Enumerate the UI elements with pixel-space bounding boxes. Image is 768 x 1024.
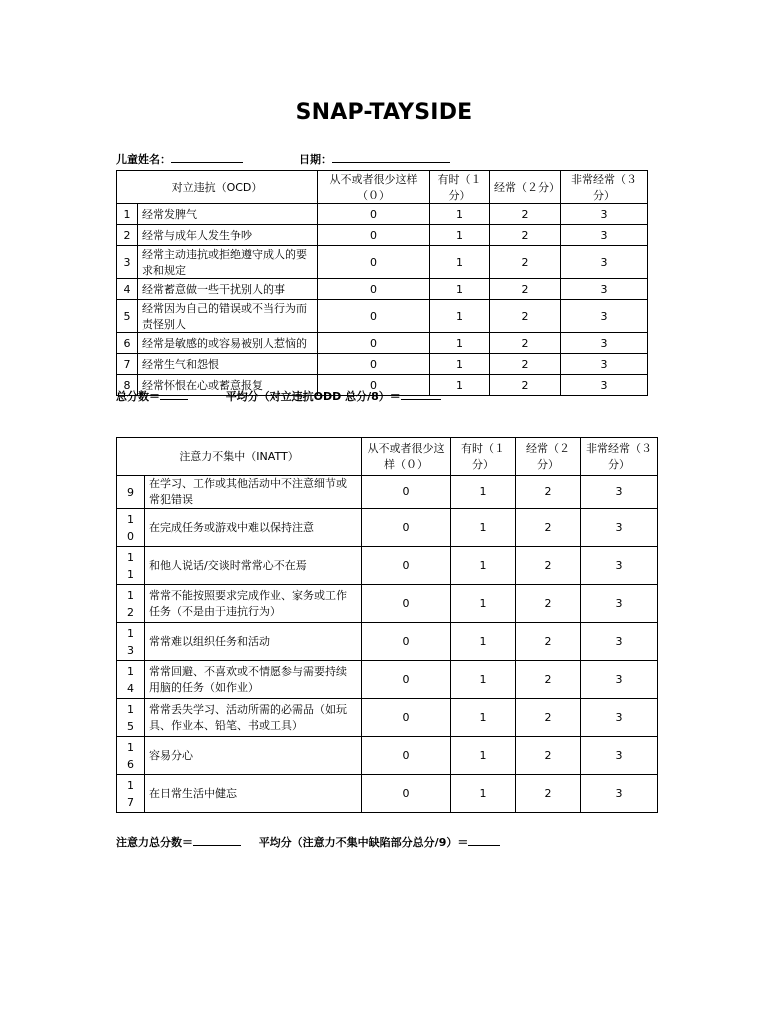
score-option[interactable]: 3: [561, 333, 648, 354]
item-number: 8: [117, 375, 138, 396]
inatt-header-row: [117, 438, 658, 476]
score-option[interactable]: 1: [451, 585, 516, 623]
score-option[interactable]: 2: [516, 661, 581, 699]
item-number-digit: 3: [127, 643, 134, 657]
item-text: 常常丢失学习、活动所需的必需品（如玩具、作业本、铅笔、书或工具）: [145, 699, 362, 737]
score-option[interactable]: 1: [430, 354, 490, 375]
item-number-digit: 1: [127, 588, 134, 602]
score-option[interactable]: 2: [490, 375, 561, 396]
date-blank[interactable]: [332, 150, 450, 163]
score-option[interactable]: 0: [362, 509, 451, 547]
odd-item-row: [117, 354, 648, 375]
score-option[interactable]: 1: [451, 775, 516, 813]
score-option[interactable]: 2: [516, 585, 581, 623]
inatt-header-often: 经常（２分）: [516, 438, 581, 476]
score-option[interactable]: 0: [362, 775, 451, 813]
item-number-digit: 2: [127, 605, 134, 619]
item-number-digit: 1: [127, 550, 134, 564]
score-option[interactable]: 2: [516, 623, 581, 661]
score-option[interactable]: 2: [490, 246, 561, 279]
date-field: [299, 150, 450, 167]
inatt-total-label: 注意力总分数＝: [116, 836, 193, 849]
score-option[interactable]: 1: [430, 333, 490, 354]
item-number: 3: [117, 246, 138, 279]
score-option[interactable]: 3: [581, 623, 658, 661]
item-number-digit: 4: [127, 681, 134, 695]
item-number: 2: [117, 225, 138, 246]
score-option[interactable]: 1: [430, 300, 490, 333]
score-option[interactable]: 1: [430, 246, 490, 279]
item-number-digit: 1: [127, 664, 134, 678]
score-option[interactable]: 0: [362, 699, 451, 737]
score-option[interactable]: 1: [451, 661, 516, 699]
item-text: 常常难以组织任务和活动: [145, 623, 362, 661]
score-option[interactable]: 0: [362, 661, 451, 699]
score-option[interactable]: 3: [561, 375, 648, 396]
inatt-header-category: 注意力不集中（INATT）: [117, 438, 362, 476]
score-option[interactable]: 3: [581, 547, 658, 585]
item-number-digit: 1: [127, 512, 134, 526]
item-number-digit: 1: [127, 567, 134, 581]
item-text: 经常是敏感的或容易被别人惹恼的: [138, 333, 318, 354]
item-text: 经常生气和怨恨: [138, 354, 318, 375]
inatt-item-row: [117, 699, 658, 737]
item-number-digit: 7: [127, 795, 134, 809]
score-option[interactable]: 1: [451, 737, 516, 775]
odd-item-row: [117, 204, 648, 225]
score-option[interactable]: 0: [318, 375, 430, 396]
item-text: 经常发脾气: [138, 204, 318, 225]
score-option[interactable]: 2: [490, 333, 561, 354]
odd-average-label: 平均分（对立违抗ODD 总分/8）＝: [225, 390, 401, 403]
score-option[interactable]: 3: [581, 585, 658, 623]
item-text: 经常与成年人发生争吵: [138, 225, 318, 246]
item-text: 容易分心: [145, 737, 362, 775]
odd-header-row: [117, 171, 648, 204]
item-number: [117, 661, 145, 699]
date-label: 日期：: [299, 153, 332, 166]
score-option[interactable]: 3: [581, 699, 658, 737]
item-number: 7: [117, 354, 138, 375]
score-option[interactable]: 3: [561, 246, 648, 279]
item-number-digit: 1: [127, 626, 134, 640]
score-option[interactable]: 0: [362, 737, 451, 775]
item-number: 1: [117, 204, 138, 225]
score-option[interactable]: 3: [581, 476, 658, 509]
score-option[interactable]: 3: [581, 661, 658, 699]
score-option[interactable]: 0: [318, 333, 430, 354]
item-number-digit: 9: [127, 485, 134, 499]
item-text: 常常不能按照要求完成作业、家务或工作任务（不是由于违抗行为）: [145, 585, 362, 623]
score-option[interactable]: 0: [318, 279, 430, 300]
score-option[interactable]: 1: [451, 699, 516, 737]
page-title: SNAP-TAYSIDE: [295, 100, 473, 125]
score-option[interactable]: 0: [318, 354, 430, 375]
item-number-digit: 1: [127, 778, 134, 792]
score-option[interactable]: 3: [581, 737, 658, 775]
inatt-item-row: [117, 509, 658, 547]
inatt-item-row: [117, 737, 658, 775]
item-number-digit: 1: [127, 740, 134, 754]
score-option[interactable]: 3: [581, 509, 658, 547]
odd-header-sometimes: 有时（１分）: [430, 171, 490, 204]
score-option[interactable]: 1: [451, 509, 516, 547]
odd-average-blank[interactable]: [401, 387, 441, 400]
score-option[interactable]: 2: [516, 775, 581, 813]
score-option[interactable]: 2: [516, 509, 581, 547]
item-number-digit: 0: [127, 529, 134, 543]
score-option[interactable]: 0: [318, 246, 430, 279]
score-option[interactable]: 1: [430, 225, 490, 246]
odd-header-often: 经常（２分）: [490, 171, 561, 204]
odd-item-row: [117, 246, 648, 279]
score-option[interactable]: 2: [516, 547, 581, 585]
inatt-summary: [116, 833, 500, 850]
odd-table: [116, 170, 648, 396]
child-name-field: [116, 150, 243, 167]
odd-item-row: [117, 300, 648, 333]
inatt-header-sometimes: 有时（１分）: [451, 438, 516, 476]
item-number-digit: 6: [127, 757, 134, 771]
inatt-item-row: [117, 623, 658, 661]
item-text: 经常因为自己的错误或不当行为而责怪别人: [138, 300, 318, 333]
item-number: 4: [117, 279, 138, 300]
score-option[interactable]: 0: [362, 585, 451, 623]
score-option[interactable]: 0: [362, 476, 451, 509]
inatt-item-row: [117, 476, 658, 509]
child-name-blank[interactable]: [171, 150, 243, 163]
item-text: 经常蓄意做一些干扰别人的事: [138, 279, 318, 300]
item-number: [117, 623, 145, 661]
item-number: [117, 509, 145, 547]
item-text: 常常回避、不喜欢或不情愿参与需要持续用脑的任务（如作业）: [145, 661, 362, 699]
odd-total-label: 总分数＝: [116, 390, 160, 403]
item-number: [117, 476, 145, 509]
item-text: 经常怀恨在心或蓄意报复: [138, 375, 318, 396]
item-number: [117, 547, 145, 585]
score-option[interactable]: 2: [490, 354, 561, 375]
score-option[interactable]: 1: [430, 279, 490, 300]
score-option[interactable]: 2: [516, 699, 581, 737]
odd-header-category: 对立违抗（OCD）: [117, 171, 318, 204]
score-option[interactable]: 0: [318, 300, 430, 333]
score-option[interactable]: 3: [561, 300, 648, 333]
inatt-item-row: [117, 585, 658, 623]
item-text: 在日常生活中健忘: [145, 775, 362, 813]
score-option[interactable]: 0: [318, 225, 430, 246]
score-option[interactable]: 1: [430, 375, 490, 396]
item-text: 经常主动违抗或拒绝遵守成人的要求和规定: [138, 246, 318, 279]
score-option[interactable]: 2: [490, 204, 561, 225]
odd-item-row: [117, 333, 648, 354]
score-option[interactable]: 0: [362, 623, 451, 661]
inatt-item-row: [117, 547, 658, 585]
inatt-average-blank[interactable]: [468, 833, 500, 846]
item-number: [117, 699, 145, 737]
score-option[interactable]: 1: [451, 547, 516, 585]
inatt-header-very-often: 非常经常（３分）: [581, 438, 658, 476]
score-option[interactable]: 1: [451, 623, 516, 661]
inatt-item-row: [117, 661, 658, 699]
score-option[interactable]: 2: [490, 225, 561, 246]
item-number: 6: [117, 333, 138, 354]
score-option[interactable]: 0: [362, 547, 451, 585]
item-text: 在学习、工作或其他活动中不注意细节或常犯错误: [145, 476, 362, 509]
odd-total-blank[interactable]: [160, 387, 188, 400]
child-name-label: 儿童姓名：: [116, 153, 171, 166]
item-number: [117, 737, 145, 775]
score-option[interactable]: 3: [561, 354, 648, 375]
score-option[interactable]: 3: [561, 225, 648, 246]
score-option[interactable]: 2: [490, 300, 561, 333]
item-number-digit: 5: [127, 719, 134, 733]
score-option[interactable]: 3: [561, 204, 648, 225]
score-option[interactable]: 2: [490, 279, 561, 300]
score-option[interactable]: 0: [318, 204, 430, 225]
inatt-header-never: 从不或者很少这样（０）: [362, 438, 451, 476]
score-option[interactable]: 2: [516, 737, 581, 775]
odd-header-very-often: 非常经常（３分）: [561, 171, 648, 204]
inatt-table: [116, 437, 658, 813]
score-option[interactable]: 3: [581, 775, 658, 813]
score-option[interactable]: 2: [516, 476, 581, 509]
item-number: [117, 585, 145, 623]
score-option[interactable]: 1: [430, 204, 490, 225]
score-option[interactable]: 1: [451, 476, 516, 509]
item-text: 在完成任务或游戏中难以保持注意: [145, 509, 362, 547]
item-number: 5: [117, 300, 138, 333]
item-number-digit: 1: [127, 702, 134, 716]
inatt-total-blank[interactable]: [193, 833, 241, 846]
odd-item-row: [117, 279, 648, 300]
item-text: 和他人说话/交谈时常常心不在焉: [145, 547, 362, 585]
odd-item-row: [117, 225, 648, 246]
inatt-item-row: [117, 775, 658, 813]
odd-summary: [116, 387, 441, 404]
odd-header-never: 从不或者很少这样（０）: [318, 171, 430, 204]
item-number: [117, 775, 145, 813]
inatt-average-label: 平均分（注意力不集中缺陷部分总分/9）＝: [258, 836, 469, 849]
score-option[interactable]: 3: [561, 279, 648, 300]
